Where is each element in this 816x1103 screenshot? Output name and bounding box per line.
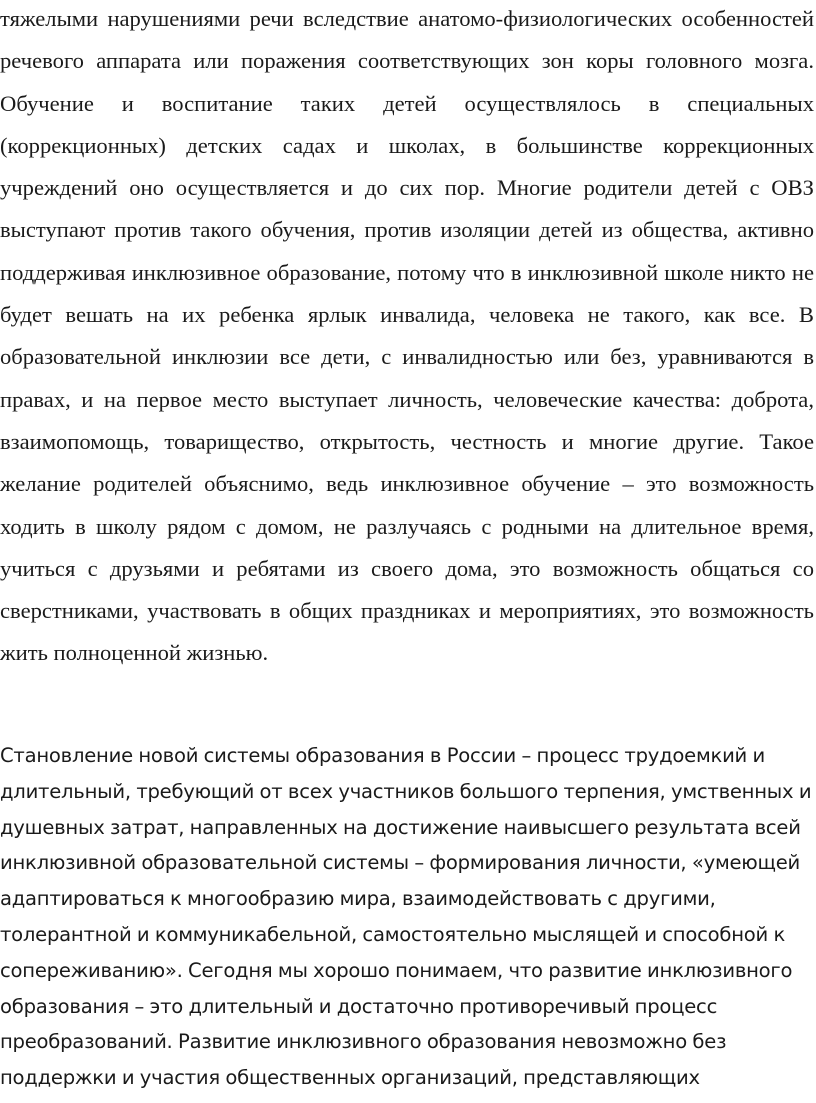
paragraph-sans-text: Становление новой системы образования в России – процесс трудоемкий и длительный, требующий от всех участников большого терпения, умственных и душевных затрат, направленных на достижение наивысшего результата всей инклюзивной образовательной системы – формирования личности, «умеющей адаптироваться к многообразию мира, взаимодействовать с другими, толерантной и коммуникабельной, самостоятельно мыслящей и способной к сопереживанию». Сегодня мы хорошо понимаем, что развитие инклюзивного образования – это длительный и достаточно противоречивый процесс преобразований. Развитие инклюзивного образования невозможно без поддержки и участия общественных организаций, представляющих (0, 744, 812, 1090)
paragraph-serif-text: тяжелыми нарушениями речи вследствие анатомо-физиологических особенностей речевого аппарата или поражения соответствующих зон коры головного мозга. Обучение и воспитание таких детей осуществлялось в специальных (коррекционных) детских садах и школах, в большинстве коррекционных учреждений оно осуществляется и до сих пор. Многие родители детей с ОВЗ выступают против такого обучения, против изоляции детей из общества, активно поддерживая инклюзивное образование, потому что в инклюзивной школе никто не будет вешать на их ребенка ярлык инвалида, человека не такого, как все. В образовательной инклюзии все дети, с инвалидностью или без, уравниваются в правах, и на первое место выступает личность, человеческие качества: доброта, взаимопомощь, товарищество, открытость, честность и многие другие. Такое желание родителей объяснимо, ведь инклюзивное обучение – это возможность ходить в школу рядом с домом, не разлучаясь с родными на длительное время, учиться с друзьями и ребятами из своего дома, это возможность общаться со сверстниками, участвовать в общих праздниках и мероприятиях, это возможность жить полноценной жизнью. (0, 6, 814, 666)
